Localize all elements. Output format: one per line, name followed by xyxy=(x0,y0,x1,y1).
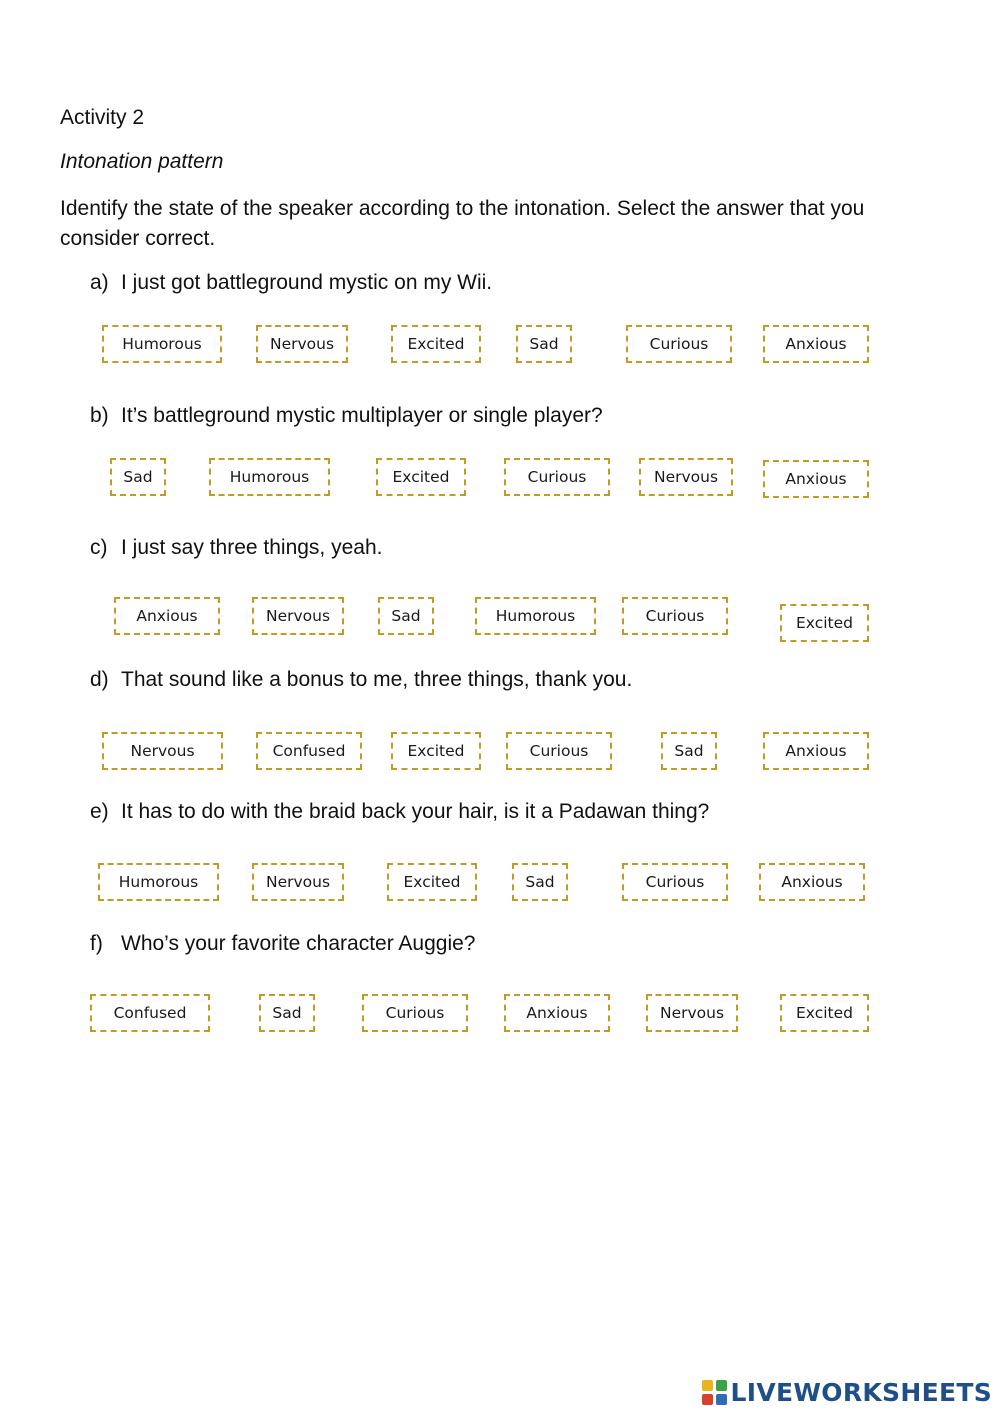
logo-text: LIVEWORKSHEETS xyxy=(730,1378,992,1407)
question-letter: f) xyxy=(90,932,103,955)
question-text: That sound like a bonus to me, three things, thank you. xyxy=(121,668,633,691)
question-f xyxy=(90,931,475,957)
option-curious[interactable]: Curious xyxy=(622,597,728,635)
option-anxious[interactable]: Anxious xyxy=(759,863,865,901)
question-text: I just say three things, yeah. xyxy=(121,536,383,559)
option-curious[interactable]: Curious xyxy=(626,325,732,363)
option-sad[interactable]: Sad xyxy=(378,597,434,635)
activity-instructions: Identify the state of the speaker according to the intonation. Select the answer that you consider correct. xyxy=(60,197,865,250)
question-text: Who’s your favorite character Auggie? xyxy=(121,932,476,955)
option-anxious[interactable]: Anxious xyxy=(114,597,220,635)
option-sad[interactable]: Sad xyxy=(516,325,572,363)
question-letter: a) xyxy=(90,271,109,294)
option-curious[interactable]: Curious xyxy=(504,458,610,496)
liveworksheets-logo-icon xyxy=(702,1380,728,1406)
option-sad[interactable]: Sad xyxy=(512,863,568,901)
option-nervous[interactable]: Nervous xyxy=(646,994,738,1032)
option-curious[interactable]: Curious xyxy=(362,994,468,1032)
question-text: It’s battleground mystic multiplayer or single player? xyxy=(121,404,603,427)
question-c xyxy=(90,535,382,561)
question-letter: c) xyxy=(90,536,108,559)
option-anxious[interactable]: Anxious xyxy=(763,732,869,770)
option-nervous[interactable]: Nervous xyxy=(102,732,223,770)
option-anxious[interactable]: Anxious xyxy=(763,325,869,363)
option-excited[interactable]: Excited xyxy=(391,325,481,363)
question-letter: b) xyxy=(90,404,109,427)
option-curious[interactable]: Curious xyxy=(506,732,612,770)
option-excited[interactable]: Excited xyxy=(387,863,477,901)
option-curious[interactable]: Curious xyxy=(622,863,728,901)
question-letter: e) xyxy=(90,800,109,823)
option-excited[interactable]: Excited xyxy=(376,458,466,496)
option-sad[interactable]: Sad xyxy=(259,994,315,1032)
activity-subtitle: Intonation pattern xyxy=(60,150,224,173)
option-sad[interactable]: Sad xyxy=(661,732,717,770)
option-humorous[interactable]: Humorous xyxy=(102,325,222,363)
option-anxious[interactable]: Anxious xyxy=(504,994,610,1032)
activity-title: Activity 2 xyxy=(60,106,145,129)
option-humorous[interactable]: Humorous xyxy=(98,863,219,901)
option-nervous[interactable]: Nervous xyxy=(256,325,348,363)
question-text: It has to do with the braid back your hair, is it a Padawan thing? xyxy=(121,800,710,823)
option-sad[interactable]: Sad xyxy=(110,458,166,496)
question-text: I just got battleground mystic on my Wii. xyxy=(121,271,493,294)
question-b xyxy=(90,403,603,429)
question-a xyxy=(90,270,492,296)
option-humorous[interactable]: Humorous xyxy=(209,458,330,496)
option-anxious[interactable]: Anxious xyxy=(763,460,869,498)
option-nervous[interactable]: Nervous xyxy=(639,458,733,496)
option-excited[interactable]: Excited xyxy=(780,604,869,642)
option-nervous[interactable]: Nervous xyxy=(252,863,344,901)
question-letter: d) xyxy=(90,668,109,691)
question-e xyxy=(90,799,709,825)
option-nervous[interactable]: Nervous xyxy=(252,597,344,635)
option-confused[interactable]: Confused xyxy=(90,994,210,1032)
option-excited[interactable]: Excited xyxy=(391,732,481,770)
option-humorous[interactable]: Humorous xyxy=(475,597,596,635)
question-d xyxy=(90,667,632,693)
option-confused[interactable]: Confused xyxy=(256,732,362,770)
option-excited[interactable]: Excited xyxy=(780,994,869,1032)
liveworksheets-logo[interactable] xyxy=(702,1378,992,1407)
